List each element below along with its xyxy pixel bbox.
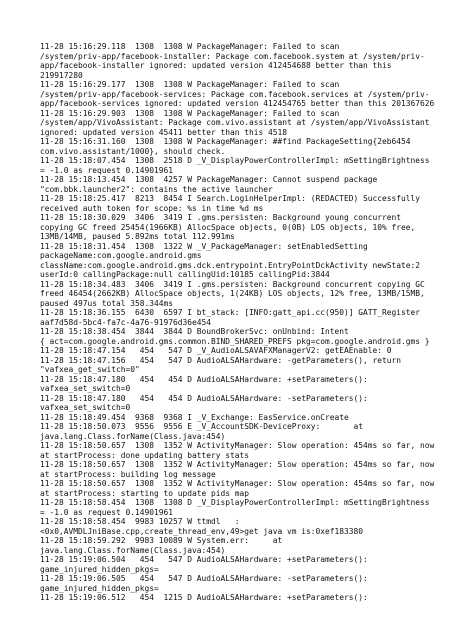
log-line: "vafxea_get_switch=0": [40, 365, 140, 374]
log-line: app/facebook-installer ignored: updated version 412454688 better than this: [40, 61, 392, 70]
log-line: game_injured_hidden_pkgs=: [40, 564, 159, 574]
log-line: 11-28 15:18:50.657 1308 1352 W ActivityManager: Slow operation: 454ms so far, now: [40, 479, 435, 488]
log-line: ignored: updated version 45411 better than this 4518: [40, 127, 288, 137]
log-line: 11-28 15:18:50.657 1308 1352 W ActivityManager: Slow operation: 454ms so far, now: [40, 441, 435, 450]
log-line: "com.bbk.launcher2": contains the active launcher: [40, 184, 273, 194]
log-line: 11-28 15:18:38.454 3844 3844 D BoundBrokerSvc: onUnbind: Intent: [40, 327, 349, 336]
log-line: 11-28 15:18:49.454 9368 9368 I _V_Exchange: EasService.onCreate: [40, 412, 349, 422]
log-line: 11-28 15:19:06.504 454 547 D AudioALSAHardware: +setParameters():: [40, 555, 368, 564]
log-line: 11-28 15:18:47.154 454 547 D _V_AudioALSAVAFXManagerV2: getEAEnable: 0: [40, 346, 392, 355]
log-line: 11-28 15:18:58.454 1308 1308 D _V_DisplayPowerControllerImpl: mSettingBrightness: [40, 498, 430, 507]
log-line: { act=com.google.android.gms.common.BIND_SHARED_PREFS pkg=com.google.android.gms }: [40, 336, 430, 346]
log-line: 11-28 15:18:50.657 1308 1352 W ActivityManager: Slow operation: 454ms so far, now: [40, 460, 435, 469]
log-line: /system/priv-app/facebook-services: Package com.facebook.services at /system/priv-: [40, 89, 430, 99]
log-line: 11-28 15:18:47.156 454 547 D AudioALSAHardware: -getParameters(), return: [40, 355, 402, 365]
log-line: at startProcess: done updating battery stats: [40, 450, 250, 460]
log-line: java.lang.Class.forName(Class.java:454): [40, 431, 226, 441]
log-line: 11-28 15:18:13.454 1308 4257 W PackageManager: Cannot suspend package: [40, 175, 378, 184]
log-line: com.vivo.assistant/1000}, should check.: [40, 146, 226, 156]
log-line: 11-28 15:18:34.483 3406 3419 I .gms.persisten: Background concurrent copying GC: [40, 279, 425, 289]
log-line: java.lang.Class.forName(Class.java:454): [40, 545, 226, 555]
log-line: className:com.google.android.gms.dck.entrypoint.EntryPointDckActivity newState:2: [40, 260, 421, 270]
log-line: game_injured_hidden_pkgs=: [40, 583, 159, 593]
log-line: 219917280: [40, 70, 83, 80]
log-line: vafxea_set_switch=0: [40, 403, 131, 412]
log-line: 11-28 15:18:50.073 9556 9556 E _V_AccountSDK-DeviceProxy: at: [40, 422, 364, 431]
log-line: 11-28 15:18:31.454 1308 1322 W _V_PackageManager: setEnabledSetting: [40, 241, 368, 251]
log-line: /system/priv-app/facebook-installer: Package com.facebook.system at /system/priv-: [40, 51, 425, 61]
log-line: app/facebook-services ignored: updated version 412454765 better than this 201367626: [40, 99, 435, 108]
log-line: copying GC freed 25454(1966KB) AllocSpace objects, 0(0B) LOS objects, 10% free,: [40, 222, 416, 232]
log-line: 11-28 15:18:47.180 454 454 D AudioALSAHardware: -setParameters():: [40, 393, 368, 403]
log-line: 11-28 15:19:06.505 454 547 D AudioALSAHardware: -setParameters():: [40, 574, 368, 583]
log-line: received auth token for scope: %s in time %d ms: [40, 203, 264, 213]
log-line: 11-28 15:18:25.417 8213 8454 I Search.LoginHelperImpl: (REDACTED) Successfully: [40, 194, 421, 203]
log-line: 11-28 15:16:29.118 1308 1308 W PackageManager: Failed to scan: [40, 42, 340, 51]
log-line: /system/app/VivoAssistant: Package com.vivo.assistant at /system/app/VivoAssistant: [40, 118, 430, 127]
log-line: 11-28 15:16:29.903 1308 1308 W PackageManager: Failed to scan: [40, 108, 340, 118]
log-line: 11-28 15:19:06.512 454 1215 D AudioALSAHardware: +setParameters():: [40, 593, 368, 602]
log-line: 13MB/14MB, paused 5.892ms total 112.991ms: [40, 232, 235, 241]
log-line: 11-28 15:16:31.160 1308 1308 W PackageManager: ##find PackageSetting{2eb6454: [40, 137, 411, 146]
log-line: 11-28 15:18:59.292 9983 10089 W System.err: at: [40, 536, 283, 545]
log-line: 11-28 15:18:47.180 454 454 D AudioALSAHardware: +setParameters():: [40, 374, 368, 384]
log-line: 11-28 15:18:30.029 3406 3419 I .gms.persisten: Background young concurrent: [40, 213, 402, 222]
log-line: 11-28 15:16:29.177 1308 1308 W PackageManager: Failed to scan: [40, 80, 340, 89]
log-line: 11-28 15:18:36.155 6430 6597 I bt_stack: [INFO:gatt_api.cc(950)] GATT_Register: [40, 308, 421, 317]
log-line: <0x0,AVMDLJniBase.cpp,create_thread_env,49>get java vm is:0xef183380: [40, 526, 364, 536]
log-line: = -1.0 as request 0.14901961: [40, 507, 174, 517]
log-line: paused 497us total 358.344ms: [40, 298, 174, 308]
log-line: at startProcess: building log message: [40, 469, 216, 479]
log-line: 11-28 15:18:58.454 9983 10257 W ttmdl :: [40, 517, 240, 526]
log-line: userId:0 callingPackage:null callingUid:10185 callingPid:3844: [40, 270, 330, 279]
log-line: freed 46454(2662KB) AllocSpace objects, 1(24KB) LOS objects, 12% free, 13MB/15MB,: [40, 289, 425, 298]
log-text-block: [40, 42, 468, 603]
log-line: packageName:com.google.android.gms: [40, 251, 202, 260]
log-line: 11-28 15:18:07.454 1308 2518 D _V_DisplayPowerControllerImpl: mSettingBrightness: [40, 156, 430, 165]
log-line: aaf7d58d-5bc4-fa7c-4a76-91976d36e454: [40, 317, 212, 327]
log-line: at startProcess: starting to update pids map: [40, 488, 250, 498]
log-line: vafxea_set_switch=0: [40, 384, 131, 393]
log-line: = -1.0 as request 0.14901961: [40, 165, 174, 175]
